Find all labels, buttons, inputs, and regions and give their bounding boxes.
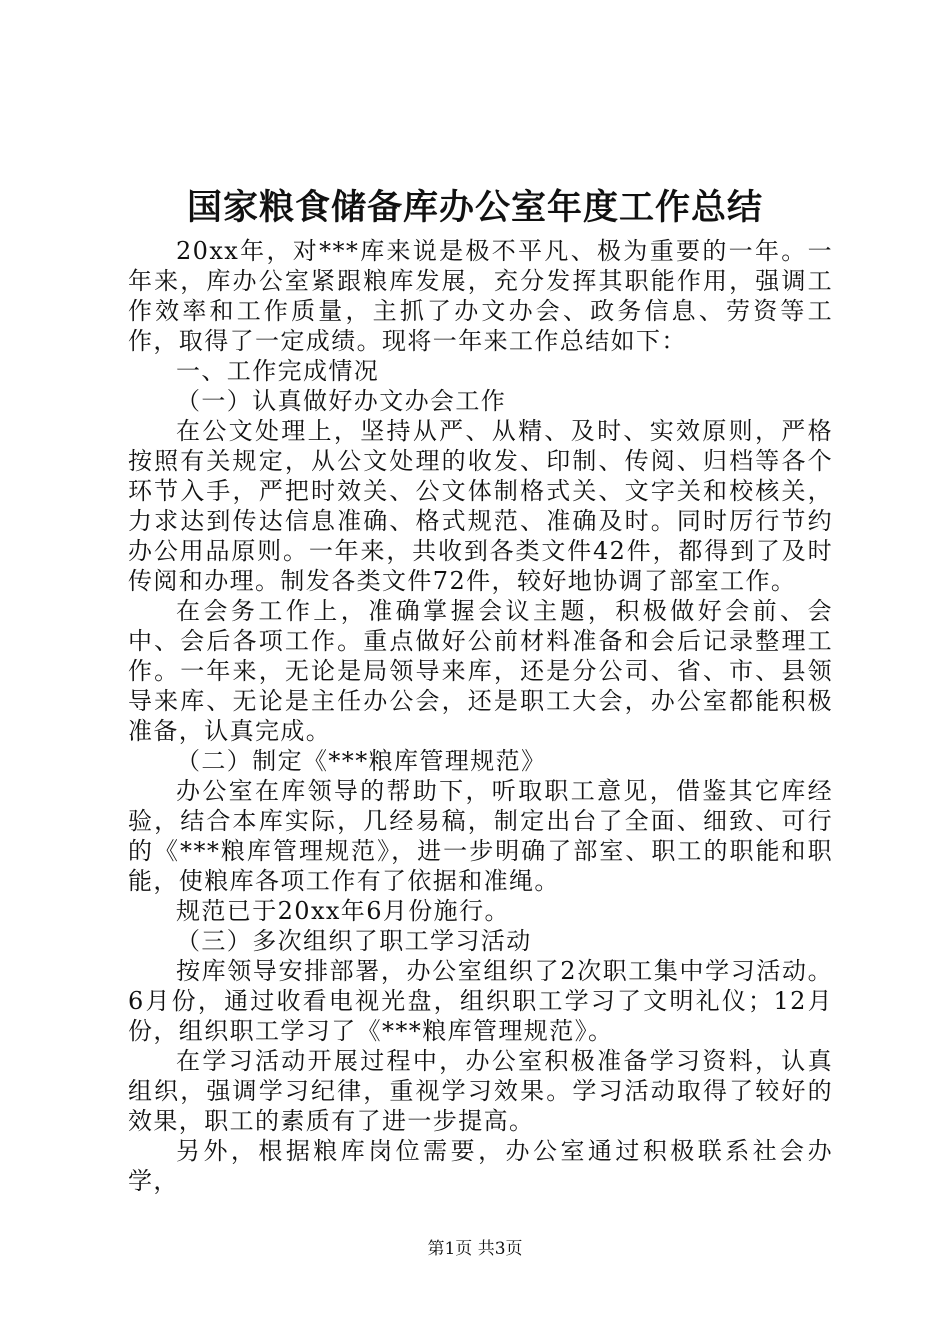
document-title: 国家粮食储备库办公室年度工作总结: [186, 187, 763, 228]
paragraph-regulations-effective: 规范已于20xx年6月份施行。: [176, 897, 510, 925]
paragraph-additional: 另外，根据粮库岗位需要，办公室通过积极联系社会办学，: [128, 1137, 833, 1195]
paragraph-document-processing: 在公文处理上，坚持从严、从精、及时、实效原则，严格按照有关规定，从公文处理的收发、印制、传阅、归档等各个环节入手，严把时效关、公文体制格式关、文字关和校核关，力求达到传达信息准确、格式规范、准确及时。同时厉行节约办公用品原则。一年来，共收到各类文件42件，都得到了及时传阅和办理。制发各类文件72件，较好地协调了部室工作。: [128, 417, 833, 595]
subsection-heading-1: （一）认真做好办文办会工作: [176, 387, 507, 415]
paragraph-regulations: 办公室在库领导的帮助下，听取职工意见，借鉴其它库经验，结合本库实际，几经易稿，制定出台了全面、细致、可行的《***粮库管理规范》，进一步明确了部室、职工的职能和职能，使粮库各项工作有了依据和准绳。: [128, 777, 833, 895]
document-body: [128, 236, 833, 1196]
section-heading-1: 一、工作完成情况: [176, 357, 380, 385]
page-footer: 第1页 共3页: [427, 1239, 523, 1259]
paragraph-study-activities: 按库领导安排部署，办公室组织了2次职工集中学习活动。6月份，通过收看电视光盘，组织职工学习了文明礼仪；12月份，组织职工学习了《***粮库管理规范》。: [128, 957, 833, 1045]
paragraph-meeting-work: 在会务工作上，准确掌握会议主题，积极做好会前、会中、会后各项工作。重点做好公前材料准备和会后记录整理工作。一年来，无论是局领导来库，还是分公司、省、市、县领导来库、无论是主任办公会，还是职工大会，办公室都能积极准备，认真完成。: [128, 597, 833, 745]
intro-paragraph: 20xx年，对***库来说是极不平凡、极为重要的一年。一年来，库办公室紧跟粮库发展，充分发挥其职能作用，强调工作效率和工作质量，主抓了办文办会、政务信息、劳资等工作，取得了一定成绩。现将一年来工作总结如下：: [128, 237, 833, 355]
subsection-heading-3: （三）多次组织了职工学习活动: [176, 927, 532, 955]
paragraph-study-process: 在学习活动开展过程中，办公室积极准备学习资料，认真组织，强调学习纪律，重视学习效果。学习活动取得了较好的效果，职工的素质有了进一步提高。: [128, 1047, 833, 1135]
subsection-heading-2: （二）制定《***粮库管理规范》: [176, 747, 547, 775]
